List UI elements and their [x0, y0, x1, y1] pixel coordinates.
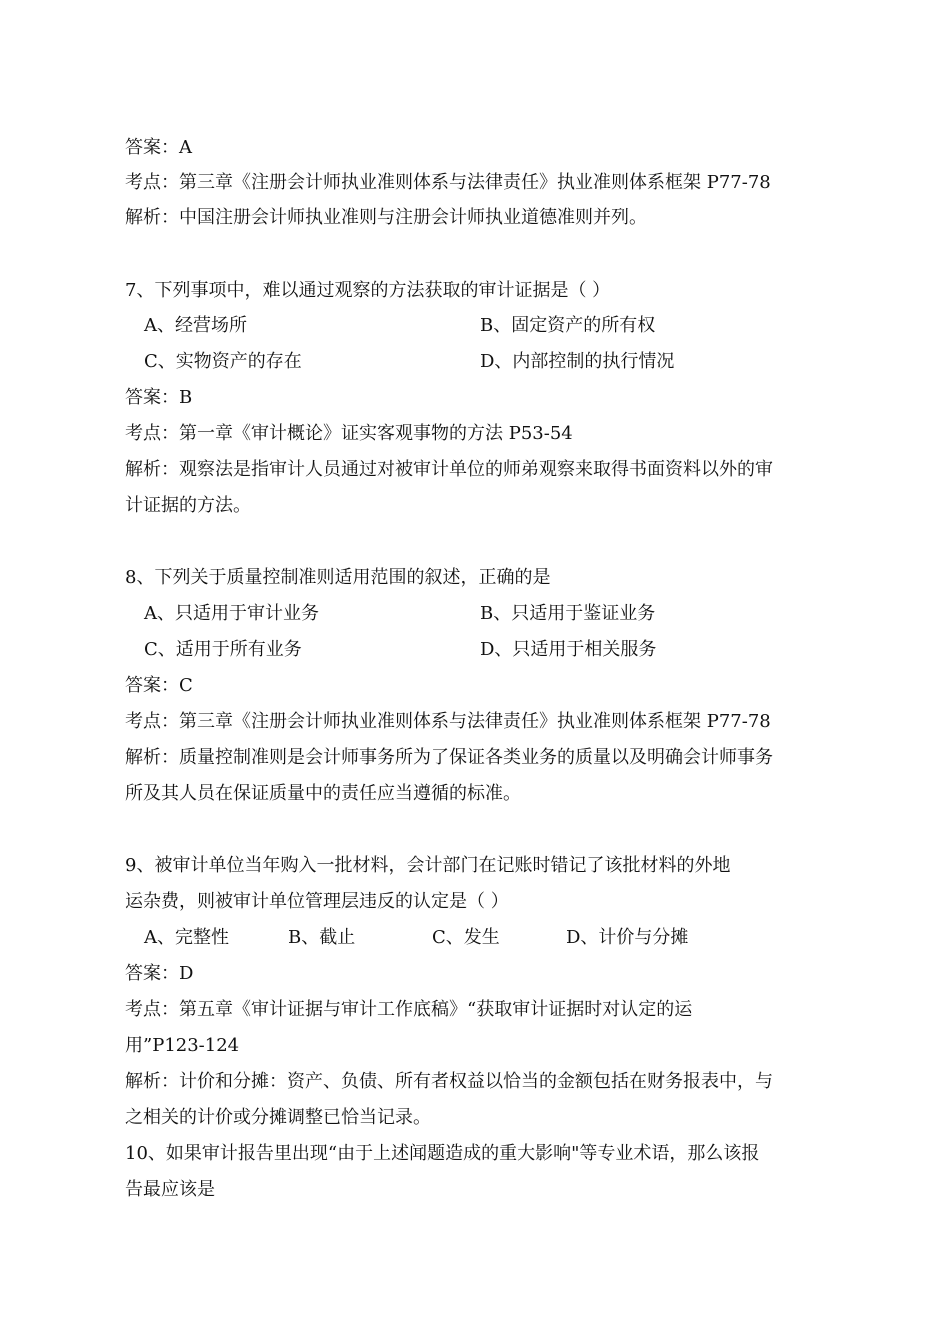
q7-option-b: B、固定资产的所有权 [480, 315, 656, 336]
q9-explanation-line-1: 解析：计价和分摊：资产、负债、所有者权益以恰当的金额包括在财务报表中，与 [125, 1071, 773, 1092]
q6-explanation: 解析：中国注册会计师执业准则与注册会计师执业道德准则并列。 [125, 207, 647, 228]
q9-answer: 答案：D [125, 963, 194, 984]
q7-option-c: C、实物资产的存在 [144, 351, 302, 372]
q9-question-line-2: 运杂费，则被审计单位管理层违反的认定是（ ） [125, 891, 509, 912]
q7-option-d: D、内部控制的执行情况 [480, 351, 675, 372]
q8-point: 考点：第三章《注册会计师执业准则体系与法律责任》执业准则体系框架 P77-78 [125, 711, 771, 732]
q7-question: 7、下列事项中，难以通过观察的方法获取的审计证据是（ ） [125, 280, 611, 301]
q8-option-d: D、只适用于相关服务 [480, 639, 657, 660]
q9-option-b: B、截止 [288, 927, 356, 948]
q8-explanation-line-1: 解析：质量控制准则是会计师事务所为了保证各类业务的质量以及明确会计师事务 [125, 747, 773, 768]
q6-answer: 答案：A [125, 137, 192, 158]
q8-option-b: B、只适用于鉴证业务 [480, 603, 656, 624]
q8-question: 8、下列关于质量控制准则适用范围的叙述，正确的是 [125, 567, 551, 588]
q9-point-line-1: 考点：第五章《审计证据与审计工作底稿》“获取审计证据时对认定的运 [125, 999, 693, 1020]
q10-question-line-1: 10、如果审计报告里出现“由于上述闻题造成的重大影响"等专业术语，那么该报 [125, 1143, 760, 1164]
q9-question-line-1: 9、被审计单位当年购入一批材料，会计部门在记账时错记了该批材料的外地 [125, 855, 731, 876]
q8-option-c: C、适用于所有业务 [144, 639, 302, 660]
q8-explanation-line-2: 所及其人员在保证质量中的责任应当遵循的标准。 [125, 783, 521, 804]
q7-option-a: A、经营场所 [144, 315, 247, 336]
q10-question-line-2: 告最应该是 [125, 1179, 215, 1200]
q7-explanation-line-1: 解析：观察法是指审计人员通过对被审计单位的师弟观察来取得书面资料以外的审 [125, 459, 773, 480]
q7-point: 考点：第一章《审计概论》证实客观事物的方法 P53-54 [125, 423, 573, 444]
q9-option-c: C、发生 [432, 927, 500, 948]
q7-answer: 答案：B [125, 387, 193, 408]
q7-explanation-line-2: 计证据的方法。 [125, 495, 251, 516]
q9-point-line-2: 用”P123-124 [125, 1035, 240, 1056]
q9-option-a: A、完整性 [144, 927, 229, 948]
q9-option-d: D、计价与分摊 [566, 927, 689, 948]
q8-answer: 答案：C [125, 675, 193, 696]
q6-point: 考点：第三章《注册会计师执业准则体系与法律责任》执业准则体系框架 P77-78 [125, 172, 771, 193]
q8-option-a: A、只适用于审计业务 [144, 603, 319, 624]
q9-explanation-line-2: 之相关的计价或分摊调整已恰当记录。 [125, 1107, 431, 1128]
